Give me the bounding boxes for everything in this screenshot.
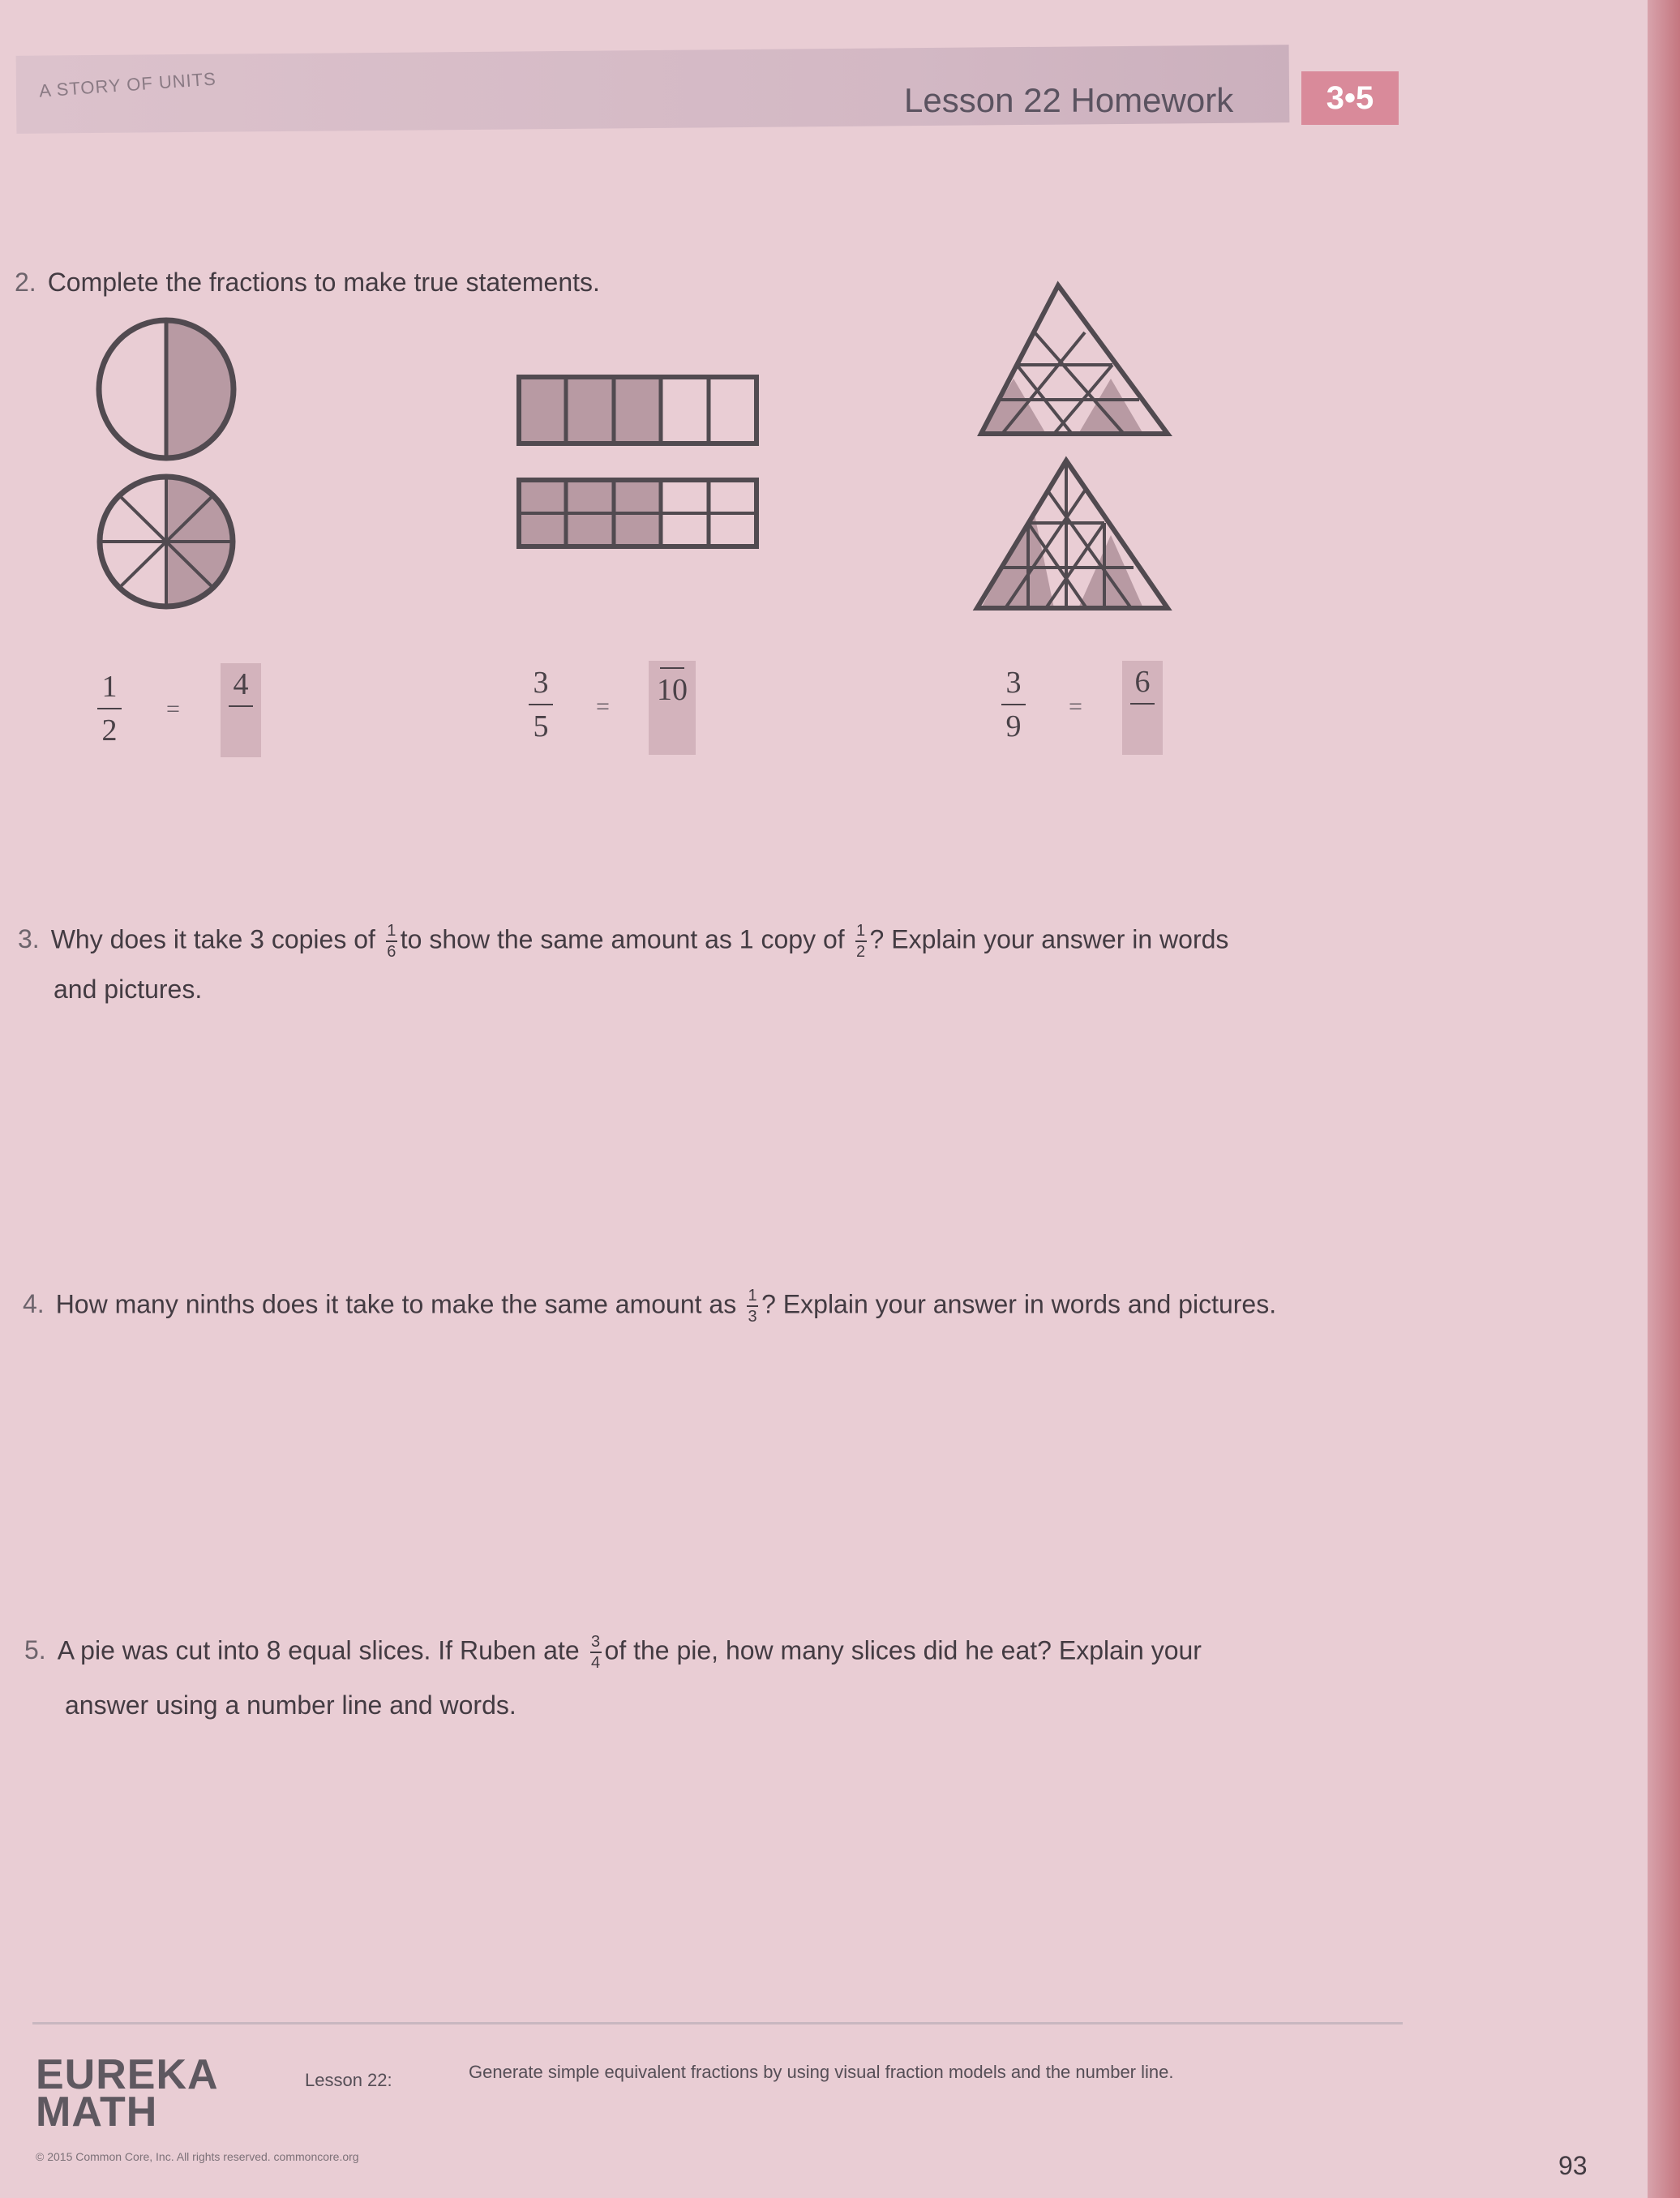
footer-lesson-label: Lesson 22:: [305, 2070, 392, 2090]
circle-eighths-model: [100, 477, 233, 606]
page-edge: [1648, 0, 1680, 2198]
triangle-ninths-model: [981, 285, 1168, 434]
statement-1-answer-box[interactable]: 4: [221, 663, 261, 757]
statement-3-equals: =: [1069, 693, 1082, 720]
footer-divider: [32, 2022, 1403, 2024]
triangle-eighteenths-model: [977, 461, 1168, 608]
statement-3-answer-box[interactable]: 6: [1122, 661, 1163, 755]
question-2-number: 2.: [15, 268, 36, 297]
question-2-prompt: 2. Complete the fractions to make true statements.: [15, 268, 600, 297]
fifths-bar-model: [519, 377, 756, 443]
q3-fraction-one-sixth: $\frac{1}{6}$: [387, 922, 396, 961]
page-number: 93: [1558, 2151, 1588, 2180]
grade-badge: 3•5: [1301, 71, 1399, 125]
statement-1-equals: =: [166, 696, 180, 722]
question-5-prompt: 5. A pie was cut into 8 equal slices. If Ruben ate $\frac{3}{4}$ of the pie, how many slices did he eat? Explain your: [24, 1633, 1202, 1672]
statement-3-left-fraction: 3 9: [1001, 665, 1026, 744]
statement-2-left-fraction: 3 5: [529, 665, 553, 744]
question-4-prompt: 4. How many ninths does it take to make the same amount as $\frac{1}{3}$ ? Explain your answer in words and pictures.: [23, 1287, 1277, 1326]
footer-lesson-description: Generate simple equivalent fractions by using visual fraction models and the number line.: [469, 2062, 1174, 2082]
eureka-math-logo: EUREKA MATH: [36, 2051, 219, 2136]
question-3-prompt-line2: and pictures.: [54, 975, 203, 1004]
lesson-title: Lesson 22 Homework: [904, 81, 1234, 119]
copyright-notice: © 2015 Common Core, Inc. All rights reserved. commoncore.org: [36, 2150, 359, 2163]
statement-2-equals: =: [596, 693, 610, 720]
statement-1-left-fraction: 1 2: [97, 669, 122, 748]
question-5-prompt-line2: answer using a number line and words.: [65, 1690, 516, 1720]
q5-fraction-three-fourths: $\frac{3}{4}$: [590, 1633, 601, 1672]
q3-fraction-one-half: $\frac{1}{2}$: [855, 922, 866, 961]
q4-fraction-one-third: $\frac{1}{3}$: [748, 1287, 757, 1326]
tenths-bar-model: [519, 480, 756, 546]
series-label: A STORY OF UNITS: [38, 68, 217, 101]
circle-halves-model: [99, 320, 234, 458]
question-3-prompt: 3. Why does it take 3 copies of $\frac{1}{6}$ to show the same amount as 1 copy of $\frac{1}{2}$ ? Explain your answer in words: [18, 922, 1229, 961]
statement-2-answer-box[interactable]: 10: [649, 661, 696, 755]
